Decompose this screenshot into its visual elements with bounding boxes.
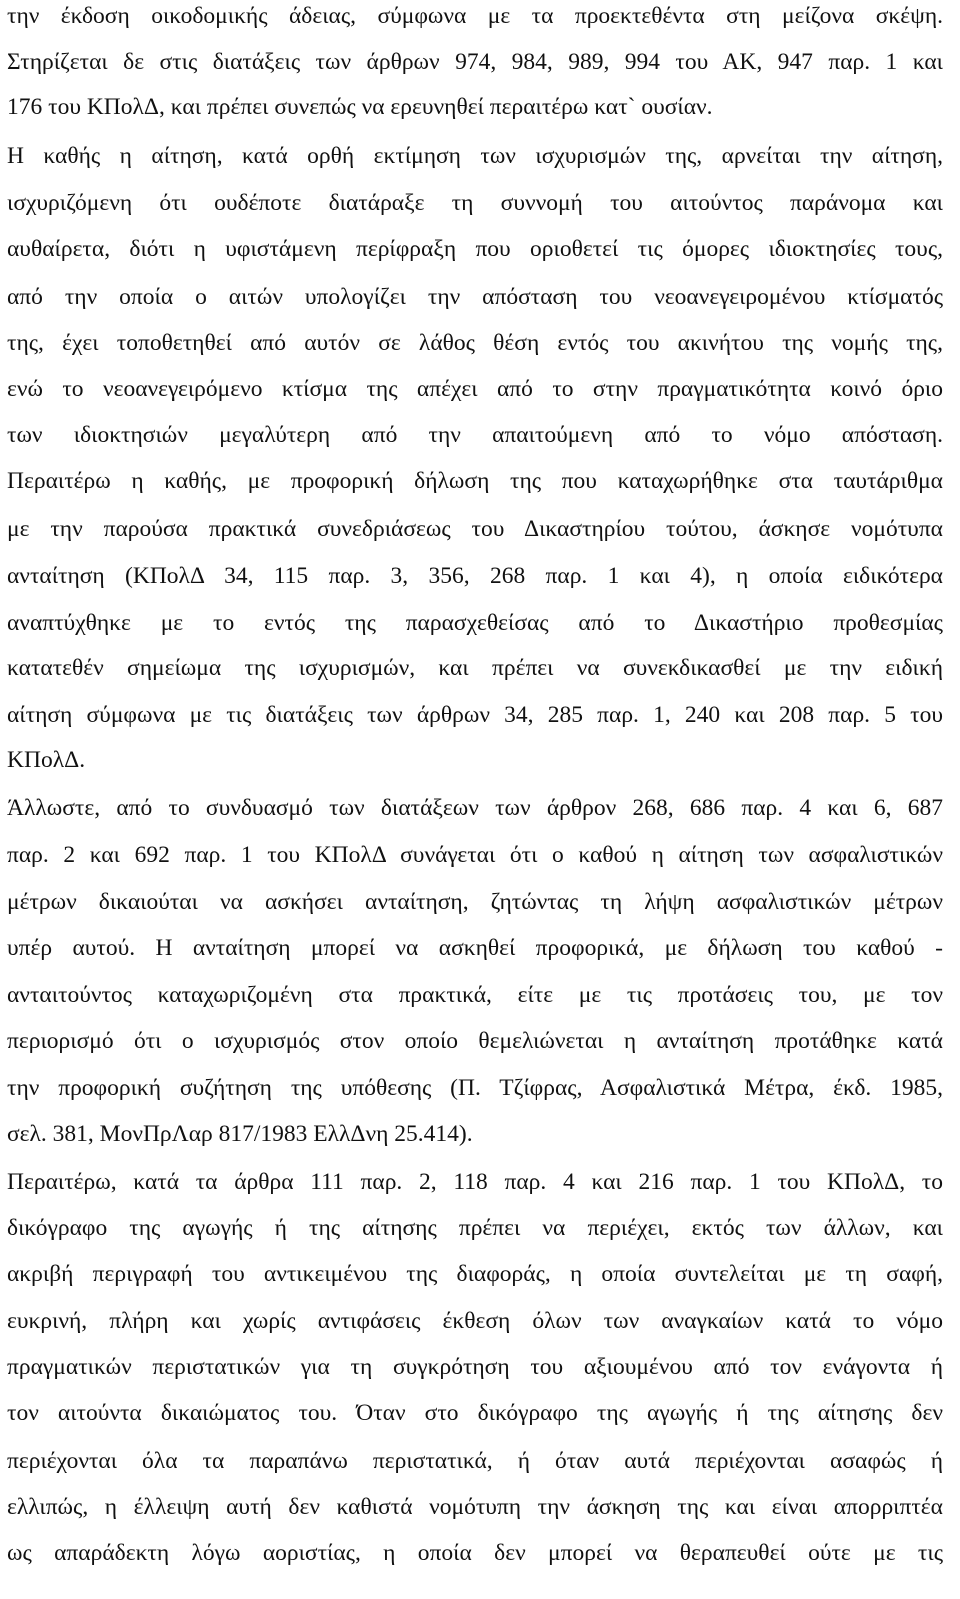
text-line: Στηρίζεται δε στις διατάξεις των άρθρων 974, 984, 989, 994 του ΑΚ, 947 παρ. 1 και [7, 49, 943, 75]
text-line: αυθαίρετα, διότι η υφιστάμενη περίφραξη που οριοθετεί τις όμορες ιδιοκτησίες τους, [7, 236, 943, 262]
text-line: Άλλωστε, από το συνδυασμό των διατάξεων των άρθρον 268, 686 παρ. 4 και 6, 687 [7, 795, 943, 821]
text-line: παρ. 2 και 692 παρ. 1 του ΚΠολΔ συνάγεται ότι ο καθού η αίτηση των ασφαλιστικών [7, 842, 943, 868]
text-line: από την οποία ο αιτών υπολογίζει την απόσταση του νεοανεγειρομένου κτίσματός [7, 284, 943, 310]
text-line: ελλιπώς, η έλλειψη αυτή δεν καθιστά νομότυπη την άσκηση της και είναι απορριπτέα [7, 1494, 943, 1520]
text-line: Η καθής η αίτηση, κατά ορθή εκτίμηση των ισχυρισμών της, αρνείται την αίτηση, [7, 143, 943, 169]
text-line: τον αιτούντα δικαιώματος του. Όταν στο δικόγραφο της αγωγής ή της αίτησης δεν [7, 1400, 943, 1426]
text-line: την προφορική συζήτηση της υπόθεσης (Π. Τζίφρας, Ασφαλιστικά Μέτρα, έκδ. 1985, [7, 1075, 943, 1101]
text-line: ισχυριζόμενη ότι ουδέποτε διατάραξε τη συννομή του αιτούντος παράνομα και [7, 190, 943, 216]
text-line: μέτρων δικαιούται να ασκήσει ανταίτηση, ζητώντας τη λήψη ασφαλιστικών μέτρων [7, 889, 943, 915]
text-line: αναπτύχθηκε με το εντός της παρασχεθείσας από το Δικαστήριο προθεσμίας [7, 610, 943, 636]
text-line: ανταίτηση (ΚΠολΔ 34, 115 παρ. 3, 356, 268 παρ. 1 και 4), η οποία ειδικότερα [7, 563, 943, 589]
text-line: Περαιτέρω, κατά τα άρθρα 111 παρ. 2, 118 παρ. 4 και 216 παρ. 1 του ΚΠολΔ, το [7, 1169, 943, 1195]
text-line: της, έχει τοποθετηθεί από αυτόν σε λάθος θέση εντός του ακινήτου της νομής της, [7, 330, 943, 356]
text-line: ΚΠολΔ. [7, 747, 86, 773]
text-line: κατατεθέν σημείωμα της ισχυρισμών, και πρέπει να συνεκδικασθεί με την ειδική [7, 655, 943, 681]
text-line: πραγματικών περιστατικών για τη συγκρότηση του αξιουμένου από τον ενάγοντα ή [7, 1354, 943, 1380]
text-line: ως απαράδεκτη λόγω αοριστίας, η οποία δεν μπορεί να θεραπευθεί ούτε με τις [7, 1540, 943, 1566]
text-line: 176 του ΚΠολΔ, και πρέπει συνεπώς να ερευνηθεί περαιτέρω κατ` ουσίαν. [7, 94, 713, 120]
text-line: περιορισμό ότι ο ισχυρισμός στον οποίο θεμελιώνεται η ανταίτηση προτάθηκε κατά [7, 1028, 943, 1054]
text-line: αίτηση σύμφωνα με τις διατάξεις των άρθρων 34, 285 παρ. 1, 240 και 208 παρ. 5 του [7, 702, 943, 728]
text-line: την έκδοση οικοδομικής άδειας, σύμφωνα με τα προεκτεθέντα στη μείζονα σκέψη. [7, 3, 943, 29]
text-line: των ιδιοκτησιών μεγαλύτερη από την απαιτούμενη από το νόμο απόσταση. [7, 422, 943, 448]
text-line: ανταιτούντος καταχωριζομένη στα πρακτικά, είτε με τις προτάσεις του, με τον [7, 982, 943, 1008]
text-line: ενώ το νεοανεγειρόμενο κτίσμα της απέχει από το στην πραγματικότητα κοινό όριο [7, 376, 943, 402]
text-line: με την παρούσα πρακτικά συνεδριάσεως του Δικαστηρίου τούτου, άσκησε νομότυπα [7, 516, 943, 542]
text-line: δικόγραφο της αγωγής ή της αίτησης πρέπει να περιέχει, εκτός των άλλων, και [7, 1215, 943, 1241]
text-line: ακριβή περιγραφή του αντικειμένου της διαφοράς, η οποία συντελείται με τη σαφή, [7, 1261, 943, 1287]
text-line: ευκρινή, πλήρη και χωρίς αντιφάσεις έκθεση όλων των αναγκαίων κατά το νόμο [7, 1308, 943, 1334]
text-line: υπέρ αυτού. Η ανταίτηση μπορεί να ασκηθεί προφορικά, με δήλωση του καθού - [7, 935, 943, 961]
text-line: σελ. 381, ΜονΠρΛαρ 817/1983 ΕλλΔνη 25.414). [7, 1121, 473, 1147]
text-line: Περαιτέρω η καθής, με προφορική δήλωση της που καταχωρήθηκε στα ταυτάριθμα [7, 468, 943, 494]
text-line: περιέχονται όλα τα παραπάνω περιστατικά, ή όταν αυτά περιέχονται ασαφώς ή [7, 1448, 943, 1474]
